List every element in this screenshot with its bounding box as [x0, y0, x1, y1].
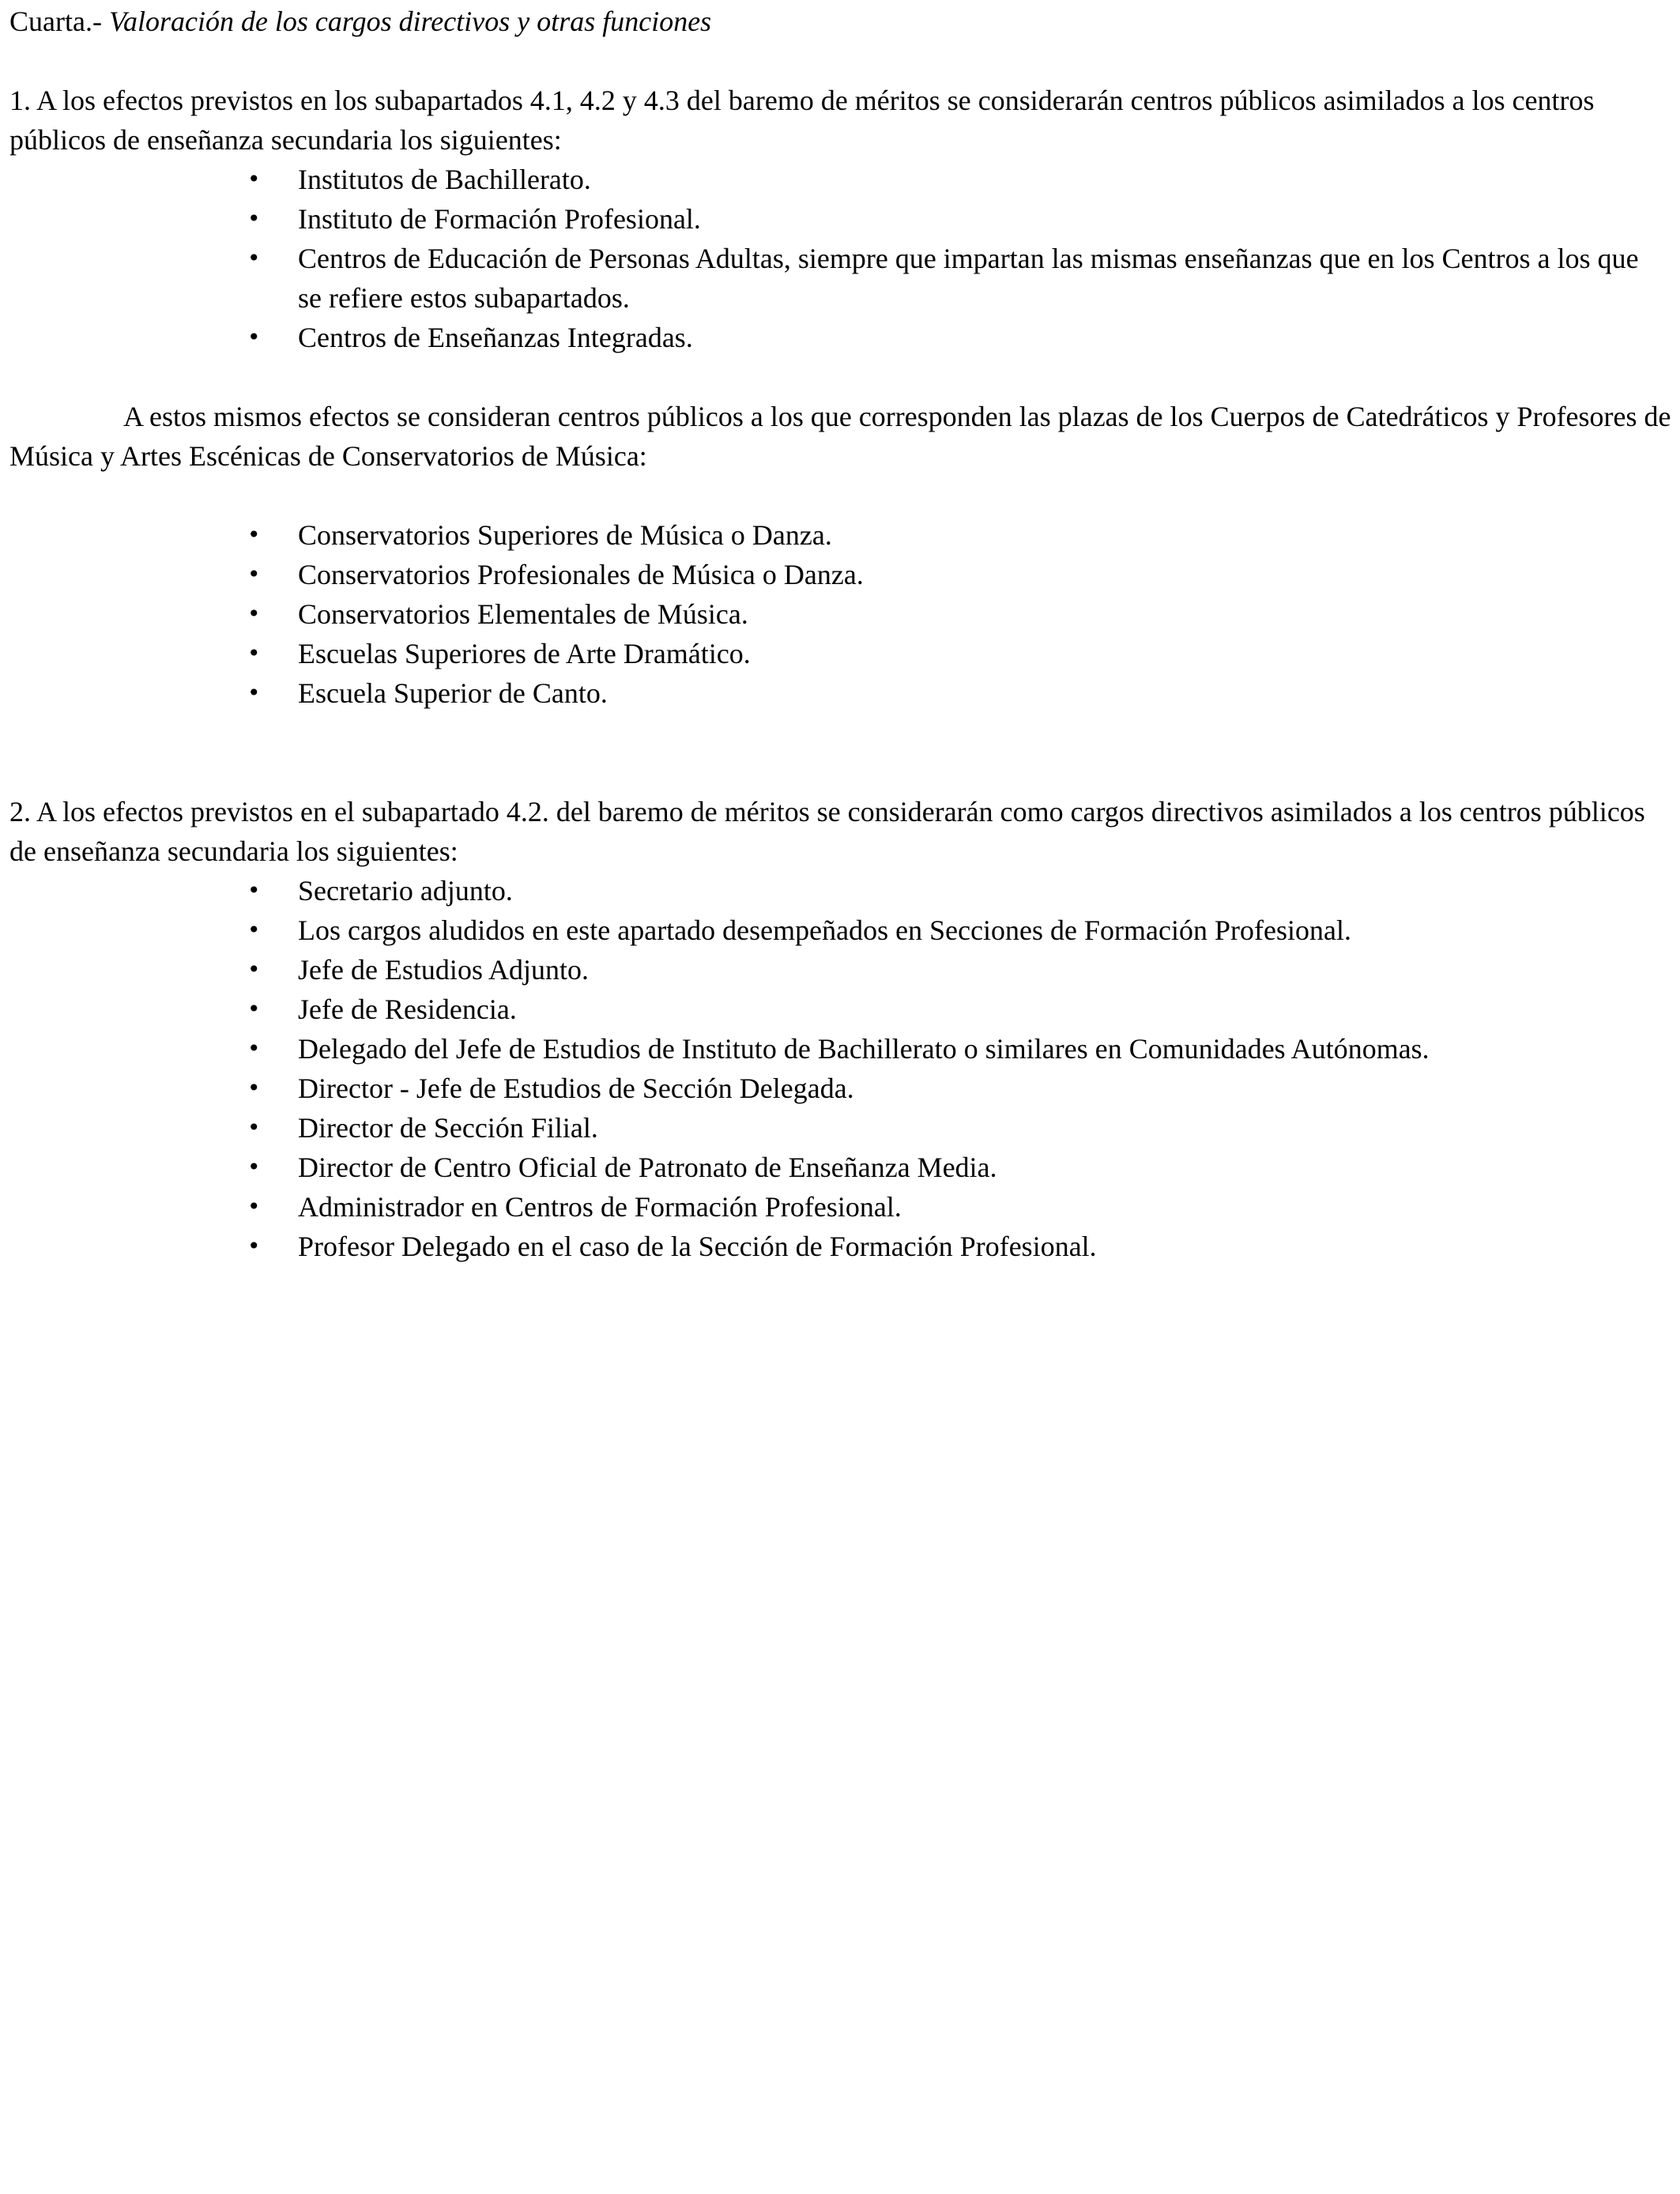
bullet-icon: • [247, 601, 261, 627]
section1-intro: 1. A los efectos previstos en los subapartados 4.1, 4.2 y 4.3 del baremo de méritos se considerarán centros públicos asimilados a los centros públicos de enseñanza secundaria los siguientes: [9, 85, 1595, 156]
list-item [247, 871, 1677, 910]
list-item [247, 239, 1677, 318]
list-item-text: Profesor Delegado en el caso de la Sección de Formación Profesional. [298, 1231, 1097, 1262]
list-item-text: Director - Jefe de Estudios de Sección Delegada. [298, 1072, 854, 1104]
section-heading [9, 2, 1677, 41]
list-item [247, 1187, 1677, 1227]
list-item-text: Los cargos aludidos en este apartado desempeñados en Secciones de Formación Profesional. [298, 914, 1351, 946]
bullet-icon: • [247, 166, 261, 192]
list-item [247, 318, 1677, 357]
list-item-text: Institutos de Bachillerato. [298, 164, 591, 195]
list-item [247, 160, 1677, 199]
list-item-text: Director de Centro Oficial de Patronato de Enseñanza Media. [298, 1152, 997, 1183]
list-item-text: Conservatorios Profesionales de Música o Danza. [298, 559, 864, 590]
bullet-icon: • [247, 917, 261, 943]
bullet-icon: • [247, 996, 261, 1022]
list-item-text: Centros de Educación de Personas Adultas, siempre que impartan las mismas enseñanzas que en los Centros a los que se refiere estos subapartados. [298, 243, 1639, 314]
bullet-icon: • [247, 324, 261, 350]
document-page [9, 2, 1677, 1266]
list-item [247, 1029, 1677, 1069]
list-item [247, 594, 1677, 634]
bullet-icon: • [247, 205, 261, 232]
bullet-icon: • [247, 1233, 261, 1259]
bullet-icon: • [247, 877, 261, 903]
section1-conservatory-list [9, 515, 1677, 713]
bullet-icon: • [247, 245, 261, 271]
section2-list [9, 871, 1677, 1266]
list-item-text: Escuela Superior de Canto. [298, 677, 608, 709]
spacer [9, 476, 1677, 515]
list-item-text: Administrador en Centros de Formación Profesional. [298, 1191, 902, 1223]
bullet-icon: • [247, 1154, 261, 1180]
list-item-text: Instituto de Formación Profesional. [298, 203, 701, 235]
spacer [9, 713, 1677, 792]
section1-list [9, 160, 1677, 357]
list-item [247, 673, 1677, 713]
list-item [247, 199, 1677, 239]
bullet-icon: • [247, 1114, 261, 1140]
bullet-icon: • [247, 1035, 261, 1061]
bullet-icon: • [247, 522, 261, 548]
bullet-icon: • [247, 640, 261, 666]
list-item [247, 990, 1677, 1029]
spacer [9, 357, 1677, 397]
section1-second-paragraph: A estos mismos efectos se consideran centros públicos a los que corresponden las plazas de los Cuerpos de Catedráticos y Profesores de Música y Artes Escénicas de Conservatorios de Música: [9, 401, 1671, 472]
list-item-text: Delegado del Jefe de Estudios de Instituto de Bachillerato o similares en Comunidades Autónomas. [298, 1033, 1430, 1065]
list-item-text: Jefe de Residencia. [298, 993, 517, 1025]
heading-title: Valoración de los cargos directivos y otras funciones [108, 6, 712, 37]
list-item-text: Conservatorios Superiores de Música o Danza. [298, 519, 832, 551]
list-item [247, 634, 1677, 673]
list-item-text: Jefe de Estudios Adjunto. [298, 954, 589, 986]
list-item [247, 910, 1677, 950]
list-item-text: Escuelas Superiores de Arte Dramático. [298, 638, 751, 669]
list-item-text: Centros de Enseñanzas Integradas. [298, 322, 693, 353]
spacer [9, 41, 1677, 81]
list-item [247, 1148, 1677, 1187]
bullet-icon: • [247, 561, 261, 587]
section2-intro: 2. A los efectos previstos en el subapartado 4.2. del baremo de méritos se considerarán como cargos directivos asimilados a los centros públicos de enseñanza secundaria los siguientes: [9, 796, 1645, 867]
list-item-text: Secretario adjunto. [298, 875, 513, 907]
list-item-text: Conservatorios Elementales de Música. [298, 598, 748, 630]
list-item [247, 1069, 1677, 1108]
bullet-icon: • [247, 1075, 261, 1101]
bullet-icon: • [247, 1193, 261, 1220]
bullet-icon: • [247, 680, 261, 706]
list-item [247, 1227, 1677, 1266]
list-item [247, 950, 1677, 990]
bullet-icon: • [247, 956, 261, 982]
list-item [247, 1108, 1677, 1148]
heading-prefix: Cuarta.- [9, 6, 109, 37]
list-item-text: Director de Sección Filial. [298, 1112, 598, 1144]
list-item [247, 515, 1677, 555]
list-item [247, 555, 1677, 594]
